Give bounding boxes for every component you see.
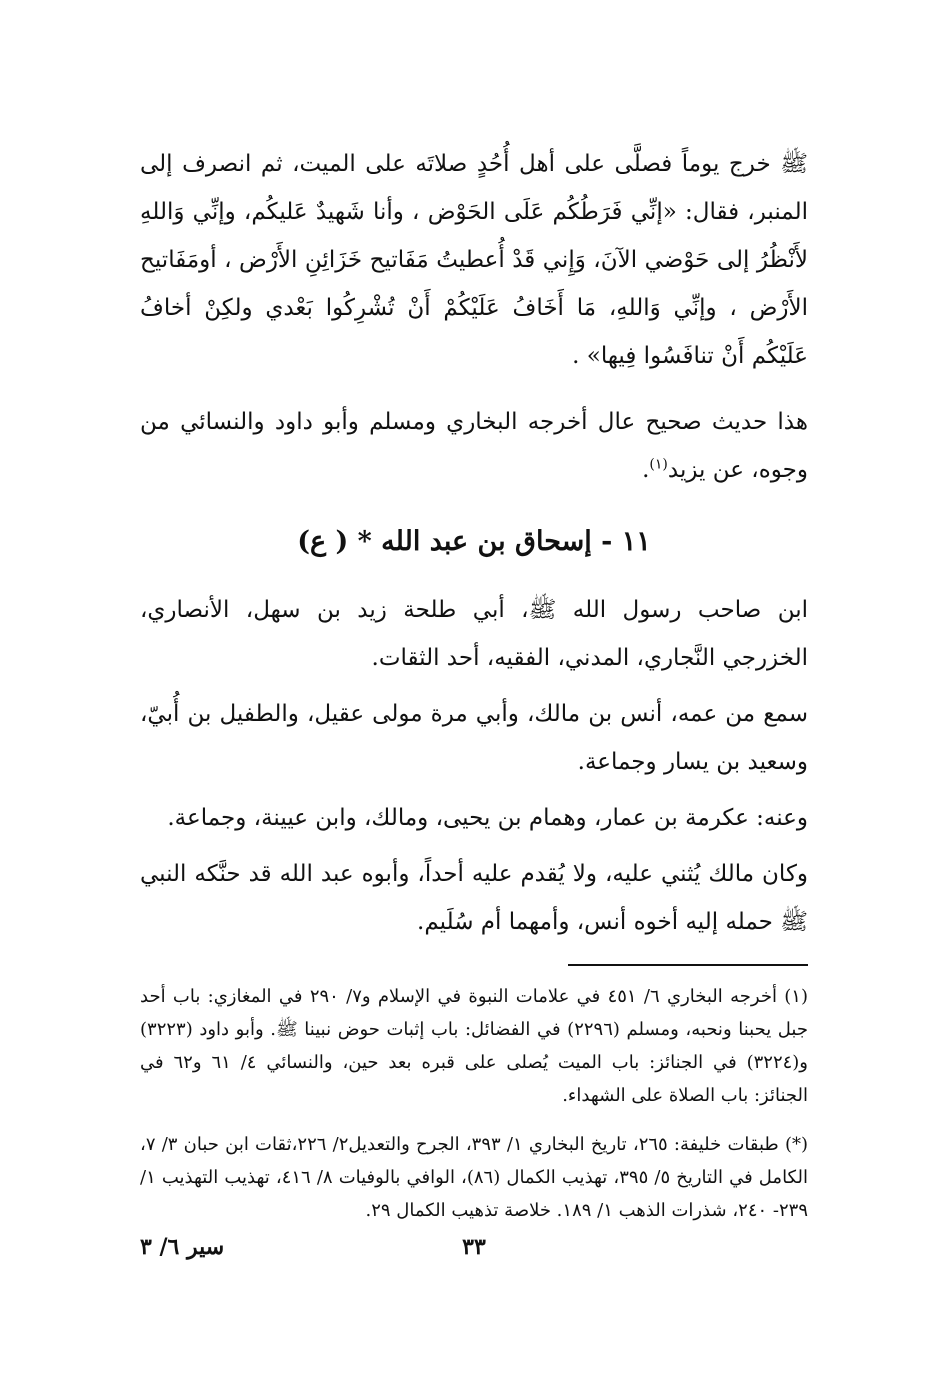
hadith-grading-end: . bbox=[642, 457, 650, 483]
lineage-paragraph: ابن صاحب رسول الله ﷺ، أبي طلحة زيد بن سهل، الأنصاري، الخزرجي النَّجاري، المدني، الفقيه، أحد الثقات. bbox=[140, 597, 808, 671]
footnote-ref-1: (١) bbox=[649, 456, 668, 473]
hadith-grading-text: هذا حديث صحيح عال أخرجه البخاري ومسلم وأبو داود والنسائي من وجوه، عن يزيد bbox=[140, 409, 808, 483]
hadith-grading-paragraph bbox=[140, 398, 808, 494]
footnote-sources: (*) طبقات خليفة: ٢٦٥، تاريخ البخاري ١/ ٣٩٣، الجرح والتعديل٢/ ٢٢٦،ثقات ابن حبان ٣/ ٧، الكامل في التاريخ ٥/ ٣٩٥، تهذيب الكمال (٨٦)، الوافي بالوفيات ٨/ ٤١٦، تهذيب التهذيب ١/ ٢٣٩- ٢٤٠، شذرات الذهب ١/ ١٨٩. خلاصة تذهيب الكمال ٢٩. bbox=[140, 1134, 809, 1221]
notes-paragraph: وكان مالك يُثني عليه، ولا يُقدم عليه أحداً، وأبوه عبد الله قد حنَّكه النبي ﷺ حمله إليه أخوه أنس، وأمهما أم سُلَيم. bbox=[140, 861, 808, 935]
teachers-paragraph: سمع من عمه، أنس بن مالك، وأبي مرة مولى عقيل، والطفيل بن أُبيّ، وسعيد بن يسار وجماعة. bbox=[140, 701, 808, 775]
footnote-1: (١) أخرجه البخاري ٦/ ٤٥١ في علامات النبوة في الإسلام و٧/ ٢٩٠ في المغازي: باب أحد جبل يحبنا ونحبه، ومسلم (٢٢٩٦) في الفضائل: باب إثبات حوض نبينا ﷺ. وأبو داود (٣٢٢٣) و(٣٢٢٤) في الجنائز: باب الميت يُصلى على قبره بعد حين، والنسائي ٤/ ٦١ و٦٢ في الجنائز: باب الصلاة على الشهداء. bbox=[140, 986, 808, 1106]
students-paragraph: وعنه: عكرمة بن عمار، وهمام بن يحيى، ومالك، وابن عيينة، وجماعة. bbox=[167, 805, 808, 831]
volume-signature: سير ٦/ ٣ bbox=[140, 1234, 225, 1260]
hadith-paragraph: ﷺ خرج يوماً فصلَّى على أهل أُحُدٍ صلاتَه على الميت، ثم انصرف إلى المنبر، فقال: «إنِّي فَرَطُكُم عَلَى الحَوْض ، وأنا شَهيدٌ عَليكُم، وإنِّي وَاللهِ لأَنْظُرُ إلى حَوْضي الآنَ، وَإِني قَدْ أُعطيتُ مَفَاتيح خَزَائِنِ الأَرْض ، أومَفَاتيح الأَرْض ، وإنِّي وَاللهِ، مَا أَخَافُ عَلَيْكُمْ أَنْ تُشْرِكُوا بَعْدي ولكِنْ أخافُ عَلَيْكُم أَنْ تنافَسُوا فِيها» . bbox=[140, 151, 808, 369]
page-content bbox=[140, 140, 808, 1227]
footnote-divider bbox=[568, 964, 808, 966]
page-footer bbox=[140, 1230, 808, 1270]
biography-heading: ١١ - إسحاق بن عبد الله * ( ع) bbox=[297, 526, 651, 557]
page-number: ٣٣ bbox=[462, 1234, 486, 1260]
